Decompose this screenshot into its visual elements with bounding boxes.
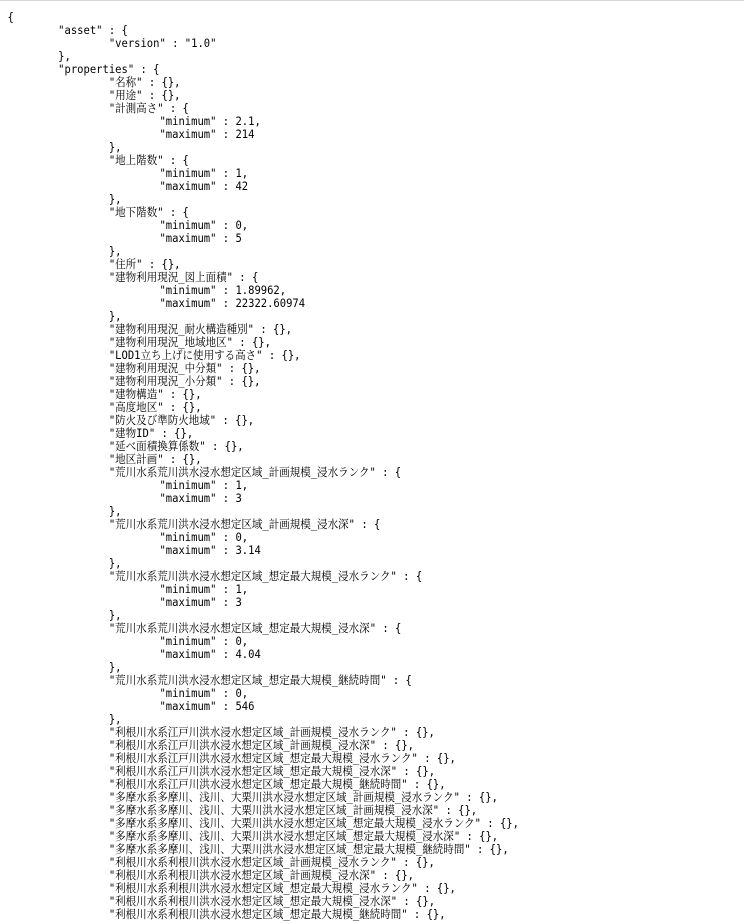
code-line: }, xyxy=(7,609,122,622)
code-line: "利根川水系利根川洪水浸水想定区域_計画規模_浸水深" : {}, xyxy=(7,869,415,882)
code-line: "住所" : {}, xyxy=(7,258,181,271)
code-line: "maximum" : 3 xyxy=(7,596,242,609)
code-line: "利根川水系江戸川洪水浸水想定区域_想定最大規模_浸水深" : {}, xyxy=(7,765,436,778)
code-line: "建物利用現況_小分類" : {}, xyxy=(7,375,261,388)
code-line: "荒川水系荒川洪水浸水想定区域_想定最大規模_浸水深" : { xyxy=(7,622,402,635)
code-line: "延べ面積換算係数" : {}, xyxy=(7,440,244,453)
code-line: "LOD1立ち上げに使用する高さ" : {}, xyxy=(7,349,301,362)
code-line: "建物構造" : {}, xyxy=(7,388,202,401)
code-line: "利根川水系利根川洪水浸水想定区域_想定最大規模_浸水ランク" : {}, xyxy=(7,882,456,895)
code-line: "minimum" : 0, xyxy=(7,635,249,648)
code-line: "地上階数" : { xyxy=(7,154,189,167)
code-line: }, xyxy=(7,193,122,206)
code-line: "建物利用現況_地域地区" : {}, xyxy=(7,336,271,349)
code-line: "minimum" : 1, xyxy=(7,583,249,596)
code-line: "計測高さ" : { xyxy=(7,102,189,115)
code-line: "地下階数" : { xyxy=(7,206,189,219)
code-line: "利根川水系利根川洪水浸水想定区域_計画規模_浸水ランク" : {}, xyxy=(7,856,435,869)
code-line: }, xyxy=(7,141,122,154)
code-line: "多摩水系多摩川、浅川、大栗川洪水浸水想定区域_想定最大規模_浸水ランク" : {}, xyxy=(7,817,519,830)
code-line: "maximum" : 4.04 xyxy=(7,648,261,661)
code-line: "用途" : {}, xyxy=(7,89,181,102)
code-line: "version" : "1.0" xyxy=(7,37,217,50)
json-code-block xyxy=(0,1,699,921)
code-line: "地区計画" : {}, xyxy=(7,453,202,466)
code-line: }, xyxy=(7,557,122,570)
code-line: "maximum" : 42 xyxy=(7,180,249,193)
code-line: "maximum" : 5 xyxy=(7,232,242,245)
code-line: "maximum" : 3 xyxy=(7,492,242,505)
code-line: "利根川水系江戸川洪水浸水想定区域_想定最大規模_浸水ランク" : {}, xyxy=(7,752,456,765)
code-line: "建物利用現況_図上面積" : { xyxy=(7,271,259,284)
code-line: "建物利用現況_耐火構造種別" : {}, xyxy=(7,323,293,336)
code-line: "minimum" : 0, xyxy=(7,687,249,700)
code-line: "利根川水系利根川洪水浸水想定区域_想定最大規模_浸水深" : {}, xyxy=(7,895,436,908)
code-line: "荒川水系荒川洪水浸水想定区域_想定最大規模_継続時間" : { xyxy=(7,674,412,687)
code-line: "高度地区" : {}, xyxy=(7,401,202,414)
code-line: "名称" : {}, xyxy=(7,76,181,89)
code-line: "利根川水系江戸川洪水浸水想定区域_想定最大規模_継続時間" : {}, xyxy=(7,778,446,791)
code-line: }, xyxy=(7,245,122,258)
code-line: "properties" : { xyxy=(7,63,160,76)
code-line: "防火及び準防火地域" : {}, xyxy=(7,414,255,427)
code-line: "minimum" : 1, xyxy=(7,479,249,492)
code-line: "maximum" : 3.14 xyxy=(7,544,261,557)
code-line: "多摩水系多摩川、浅川、大栗川洪水浸水想定区域_想定最大規模_浸水深" : {}, xyxy=(7,830,499,843)
code-line: "maximum" : 22322.60974 xyxy=(7,297,306,310)
code-line: "荒川水系荒川洪水浸水想定区域_計画規模_浸水ランク" : { xyxy=(7,466,402,479)
code-line: "minimum" : 1, xyxy=(7,167,249,180)
code-line: "asset" : { xyxy=(7,24,128,37)
code-line: "多摩水系多摩川、浅川、大栗川洪水浸水想定区域_計画規模_浸水ランク" : {}, xyxy=(7,791,498,804)
code-line: "maximum" : 214 xyxy=(7,128,255,141)
code-line: "多摩水系多摩川、浅川、大栗川洪水浸水想定区域_計画規模_浸水深" : {}, xyxy=(7,804,478,817)
code-line: "minimum" : 0, xyxy=(7,219,249,232)
code-line: }, xyxy=(7,661,122,674)
code-line: "利根川水系江戸川洪水浸水想定区域_計画規模_浸水ランク" : {}, xyxy=(7,726,435,739)
code-line: "minimum" : 0, xyxy=(7,531,249,544)
code-line: }, xyxy=(7,50,71,63)
code-line: "minimum" : 2.1, xyxy=(7,115,261,128)
code-line: "利根川水系江戸川洪水浸水想定区域_計画規模_浸水深" : {}, xyxy=(7,739,415,752)
code-line: "minimum" : 1.89962, xyxy=(7,284,287,297)
code-line: "建物利用現況_中分類" : {}, xyxy=(7,362,261,375)
code-line: { xyxy=(7,11,14,24)
code-line: "荒川水系荒川洪水浸水想定区域_想定最大規模_浸水ランク" : { xyxy=(7,570,423,583)
code-line: "荒川水系荒川洪水浸水想定区域_計画規模_浸水深" : { xyxy=(7,518,381,531)
code-line: "maximum" : 546 xyxy=(7,700,255,713)
code-line: }, xyxy=(7,505,122,518)
code-line: }, xyxy=(7,713,122,726)
code-line: "建物ID" : {}, xyxy=(7,427,194,440)
code-line: "利根川水系利根川洪水浸水想定区域_想定最大規模_継続時間" : {}, xyxy=(7,908,446,921)
code-line: }, xyxy=(7,310,122,323)
code-line: "多摩水系多摩川、浅川、大栗川洪水浸水想定区域_想定最大規模_継続時間" : {}, xyxy=(7,843,509,856)
